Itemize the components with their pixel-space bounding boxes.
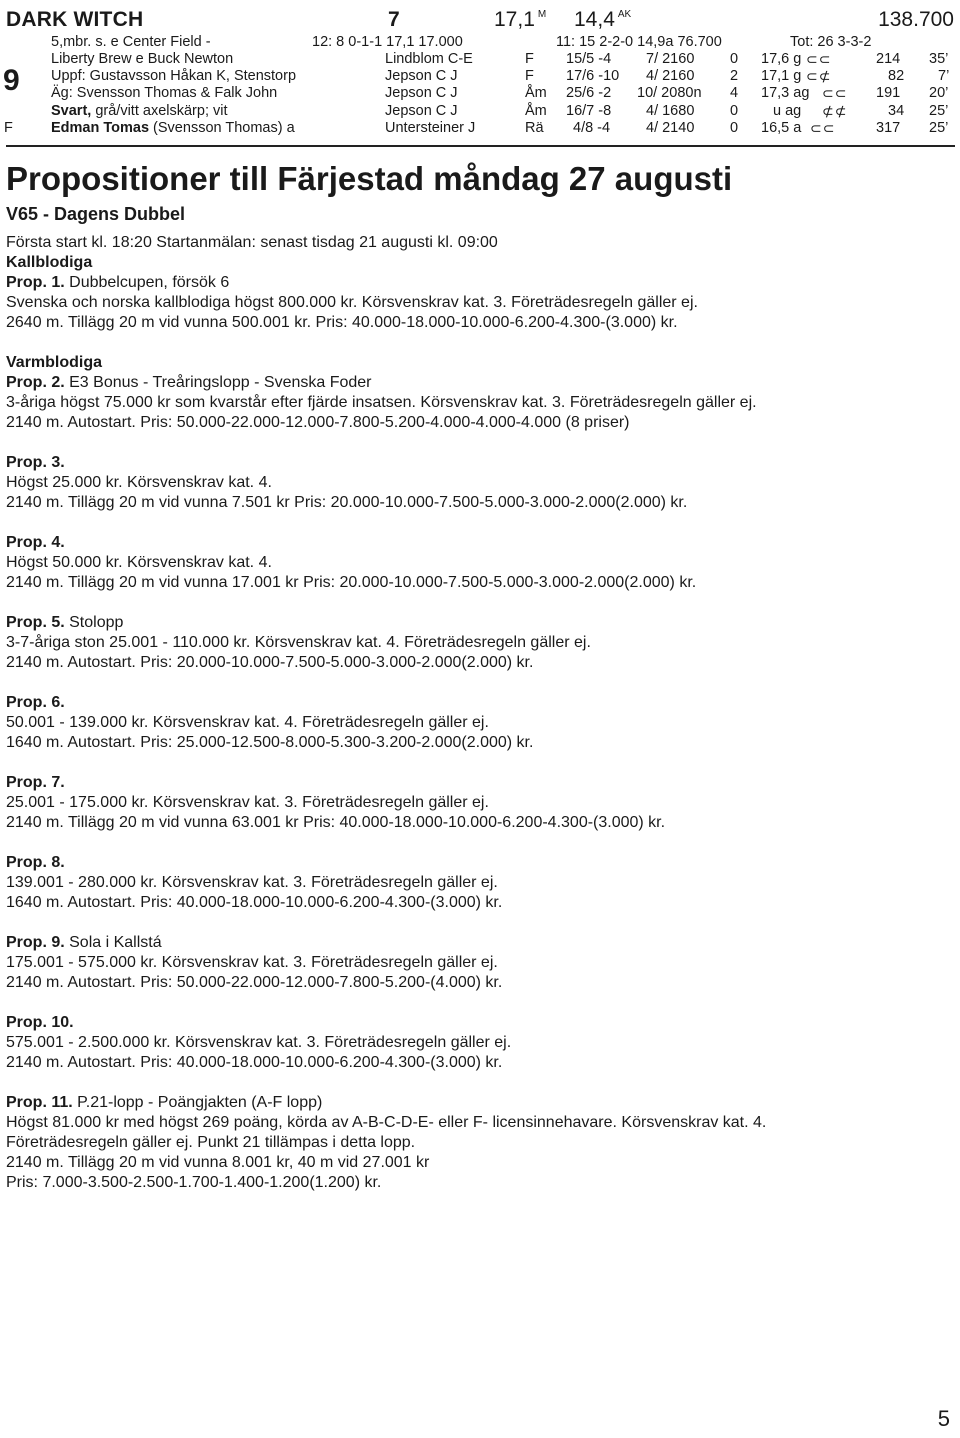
page-title: Propositioner till Färjestad måndag 27 augusti bbox=[6, 160, 733, 197]
varmblodiga-heading: Varmblodiga bbox=[6, 353, 103, 371]
colors-rest: grå/vitt axelskärp; vit bbox=[91, 103, 228, 119]
pedigree-line-1: 5,mbr. s. e Center Field - bbox=[51, 34, 211, 50]
prop-11-line-1: Högst 81.000 kr med högst 269 poäng, körda av A-B-C-D-E- eller F- licensinnehavare. Körsvenskrav kat. 4. bbox=[6, 1113, 767, 1131]
record-volt-value: 17,1 bbox=[494, 8, 535, 31]
race-4-date: 16/7 -8 bbox=[566, 103, 612, 119]
race-4-distance: 4/ 1680 bbox=[646, 103, 695, 119]
prop-2-line-2: 2140 m. Autostart. Pris: 50.000-22.000-12.000-7.800-5.200-4.000-4.000-4.000 (8 priser) bbox=[6, 413, 630, 431]
race-2-distance: 4/ 2160 bbox=[646, 68, 695, 84]
prop-1-name: Dubbelcupen, försök 6 bbox=[64, 273, 230, 291]
horse-small-number: 7 bbox=[388, 8, 400, 31]
race-5-placing: 0 bbox=[730, 120, 739, 136]
record-auto-value: 14,4 bbox=[574, 8, 615, 31]
prop-3-title bbox=[6, 453, 946, 473]
prop-4-title bbox=[6, 533, 946, 553]
prop-4-line-1: Högst 50.000 kr. Körsvenskrav kat. 4. bbox=[6, 553, 272, 571]
prop-10-title bbox=[6, 1013, 946, 1033]
race-1-date: 15/5 -4 bbox=[566, 51, 612, 67]
driver-line bbox=[51, 121, 295, 136]
race-2-date: 17/6 -10 bbox=[566, 68, 620, 84]
prop-8-line-1: 139.001 - 280.000 kr. Körsvenskrav kat. 3. Företrädesregeln gäller ej. bbox=[6, 873, 498, 891]
record-volt-sup: M bbox=[537, 9, 547, 20]
owner-line: Äg: Svensson Thomas & Falk John bbox=[51, 85, 278, 101]
race-2-prize: 7’ bbox=[938, 68, 950, 84]
prop-10-line-2: 2140 m. Autostart. Pris: 40.000-18.000-10.000-6.200-4.300-(3.000) kr. bbox=[6, 1053, 503, 1071]
race-5-prize: 25’ bbox=[929, 120, 949, 136]
prop-7-line-2: 2140 m. Tillägg 20 m vid vunna 63.001 kr Pris: 40.000-18.000-10.000-6.200-4.300-(3.000) kr. bbox=[6, 813, 666, 831]
f-marker: F bbox=[4, 120, 13, 136]
prop-2-line-1: 3-åriga högst 75.000 kr som kvarstår efter fjärde insatsen. Körsvenskrav kat. 3. Företrädesregeln gäller ej. bbox=[6, 393, 757, 411]
race-1-placing: 0 bbox=[730, 51, 739, 67]
first-start-line: Första start kl. 18:20 Startanmälan: senast tisdag 21 augusti kl. 09:00 bbox=[6, 233, 498, 251]
race-4-odds: 34 bbox=[888, 103, 905, 119]
colors-main: Svart, bbox=[51, 103, 92, 119]
race-1-time: 17,6 g bbox=[761, 51, 802, 67]
prop-1-line-2: 2640 m. Tillägg 20 m vid vunna 500.001 kr. Pris: 40.000-18.000-10.000-6.200-4.300-(3.000) kr. bbox=[6, 313, 678, 331]
race-3-time: 17,3 ag bbox=[761, 85, 810, 101]
race-3-date: 25/6 -2 bbox=[566, 85, 612, 101]
race-2-shoes-icon: ⊂⊄ bbox=[806, 68, 832, 84]
race-5-track: Rä bbox=[525, 120, 544, 136]
prop-9-label: Prop. 9. bbox=[6, 933, 65, 951]
prop-11-title bbox=[6, 1093, 946, 1113]
prop-10-line-1: 575.001 - 2.500.000 kr. Körsvenskrav kat. 3. Företrädesregeln gäller ej. bbox=[6, 1033, 512, 1051]
record-auto-sup: AK bbox=[617, 9, 632, 20]
race-2-odds: 82 bbox=[888, 68, 905, 84]
prop-1-line-1: Svenska och norska kallblodiga högst 800.000 kr. Körsvenskrav kat. 3. Företrädesregeln gäller ej. bbox=[6, 293, 698, 311]
prop-6-line-2: 1640 m. Autostart. Pris: 25.000-12.500-8.000-5.300-3.200-2.000(2.000) kr. bbox=[6, 733, 534, 751]
race-3-shoes-icon: ⊂⊂ bbox=[822, 85, 848, 101]
race-5-distance: 4/ 2140 bbox=[646, 120, 695, 136]
race-2-time: 17,1 g bbox=[761, 68, 802, 84]
race-4-placing: 0 bbox=[730, 103, 739, 119]
driver-rest: (Svensson Thomas) a bbox=[149, 120, 295, 136]
prop-8-title bbox=[6, 853, 946, 873]
prop-9-line-1: 175.001 - 575.000 kr. Körsvenskrav kat. 3. Företrädesregeln gäller ej. bbox=[6, 953, 498, 971]
kallblodiga-heading: Kallblodiga bbox=[6, 253, 93, 271]
prop-5-line-1: 3-7-åriga ston 25.001 - 110.000 kr. Körsvenskrav kat. 4. Företrädesregeln gäller ej. bbox=[6, 633, 591, 651]
prop-2-title bbox=[6, 373, 946, 393]
prop-5-line-2: 2140 m. Autostart. Pris: 20.000-10.000-7.500-5.000-3.000-2.000(2.000) kr. bbox=[6, 653, 534, 671]
record-auto bbox=[574, 9, 631, 30]
race-1-distance: 7/ 2160 bbox=[646, 51, 695, 67]
propositions-section bbox=[6, 160, 946, 1193]
horse-entry-block bbox=[0, 0, 960, 150]
prop-4-label: Prop. 4. bbox=[6, 533, 65, 551]
prop-1-title bbox=[6, 273, 946, 293]
race-1-shoes-icon: ⊂⊂ bbox=[806, 51, 832, 67]
race-5-odds: 317 bbox=[876, 120, 901, 136]
prop-6-label: Prop. 6. bbox=[6, 693, 65, 711]
pedigree-line-2: Liberty Brew e Buck Newton bbox=[51, 51, 234, 67]
driver-name: Edman Tomas bbox=[51, 120, 150, 136]
start-number: 9 bbox=[3, 64, 20, 97]
prop-5-title bbox=[6, 613, 946, 633]
prop-2-label: Prop. 2. bbox=[6, 373, 65, 391]
race-3-distance: 10/ 2080n bbox=[637, 85, 702, 101]
prop-10-label: Prop. 10. bbox=[6, 1013, 74, 1031]
race-3-track: Åm bbox=[525, 85, 547, 101]
divider-rule bbox=[6, 145, 955, 147]
prop-11-label: Prop. 11. bbox=[6, 1093, 73, 1111]
race-5-time: 16,5 a bbox=[761, 120, 802, 136]
prop-11-line-2: Företrädesregeln gäller ej. Punkt 21 tillämpas i detta lopp. bbox=[6, 1133, 416, 1151]
prop-3-line-2: 2140 m. Tillägg 20 m vid vunna 7.501 kr Pris: 20.000-10.000-7.500-5.000-3.000-2.000(2.000) kr. bbox=[6, 493, 688, 511]
race-1-odds: 214 bbox=[876, 51, 901, 67]
prop-3-line-1: Högst 25.000 kr. Körsvenskrav kat. 4. bbox=[6, 473, 272, 491]
race-4-time: u ag bbox=[773, 103, 802, 119]
race-4-shoes-icon: ⊄⊄ bbox=[822, 103, 848, 119]
race-5-trainer: Untersteiner J bbox=[385, 120, 476, 136]
prop-11-name: P.21-lopp - Poängjakten (A-F lopp) bbox=[72, 1093, 323, 1111]
prop-11-line-4: Pris: 7.000-3.500-2.500-1.700-1.400-1.200(1.200) kr. bbox=[6, 1173, 382, 1191]
record-volt bbox=[494, 9, 546, 30]
prop-9-title bbox=[6, 933, 946, 953]
prop-1-label: Prop. 1. bbox=[6, 273, 65, 291]
prop-5-label: Prop. 5. bbox=[6, 613, 65, 631]
stats-2011: 11: 15 2-2-0 14,9a 76.700 bbox=[556, 34, 722, 50]
race-3-trainer: Jepson C J bbox=[385, 85, 458, 101]
prop-9-line-2: 2140 m. Autostart. Pris: 50.000-22.000-12.000-7.800-5.200-(4.000) kr. bbox=[6, 973, 503, 991]
prop-9-name: Sola i Kallstá bbox=[64, 933, 162, 951]
horse-name: DARK WITCH bbox=[6, 8, 144, 31]
race-1-trainer: Lindblom C-E bbox=[385, 51, 473, 67]
prop-7-title bbox=[6, 773, 946, 793]
v65-heading: V65 - Dagens Dubbel bbox=[6, 203, 186, 224]
race-1-prize: 35’ bbox=[929, 51, 949, 67]
prop-4-line-2: 2140 m. Tillägg 20 m vid vunna 17.001 kr Pris: 20.000-10.000-7.500-5.000-3.000-2.000(2.000) kr. bbox=[6, 573, 697, 591]
prop-3-label: Prop. 3. bbox=[6, 453, 65, 471]
breeder-line: Uppf: Gustavsson Håkan K, Stenstorp bbox=[51, 68, 297, 84]
prop-5-name: Stolopp bbox=[64, 613, 124, 631]
race-2-placing: 2 bbox=[730, 68, 739, 84]
prop-11-line-3: 2140 m. Tillägg 20 m vid vunna 8.001 kr, 40 m vid 27.001 kr bbox=[6, 1153, 430, 1171]
page-number: 5 bbox=[937, 1406, 950, 1431]
prop-7-line-1: 25.001 - 175.000 kr. Körsvenskrav kat. 3. Företrädesregeln gäller ej. bbox=[6, 793, 489, 811]
prop-6-title bbox=[6, 693, 946, 713]
stats-total: Tot: 26 3-3-2 bbox=[790, 34, 872, 50]
stats-2012: 12: 8 0-1-1 17,1 17.000 bbox=[312, 34, 463, 50]
race-4-track: Åm bbox=[525, 103, 547, 119]
prop-7-label: Prop. 7. bbox=[6, 773, 65, 791]
race-4-prize: 25’ bbox=[929, 103, 949, 119]
prop-8-label: Prop. 8. bbox=[6, 853, 65, 871]
race-2-trainer: Jepson C J bbox=[385, 68, 458, 84]
prop-2-name: E3 Bonus - Treåringslopp - Svenska Foder bbox=[64, 373, 372, 391]
race-1-track: F bbox=[525, 51, 534, 67]
horse-earnings: 138.700 bbox=[878, 8, 954, 31]
race-3-prize: 20’ bbox=[929, 85, 949, 101]
race-2-track: F bbox=[525, 68, 534, 84]
race-3-placing: 4 bbox=[730, 85, 739, 101]
colors-line bbox=[51, 104, 228, 119]
prop-6-line-1: 50.001 - 139.000 kr. Körsvenskrav kat. 4. Företrädesregeln gäller ej. bbox=[6, 713, 489, 731]
race-4-trainer: Jepson C J bbox=[385, 103, 458, 119]
race-3-odds: 191 bbox=[876, 85, 901, 101]
race-5-date: 4/8 -4 bbox=[573, 120, 611, 136]
prop-8-line-2: 1640 m. Autostart. Pris: 40.000-18.000-10.000-6.200-4.300-(3.000) kr. bbox=[6, 893, 503, 911]
race-5-shoes-icon: ⊂⊂ bbox=[810, 120, 836, 136]
